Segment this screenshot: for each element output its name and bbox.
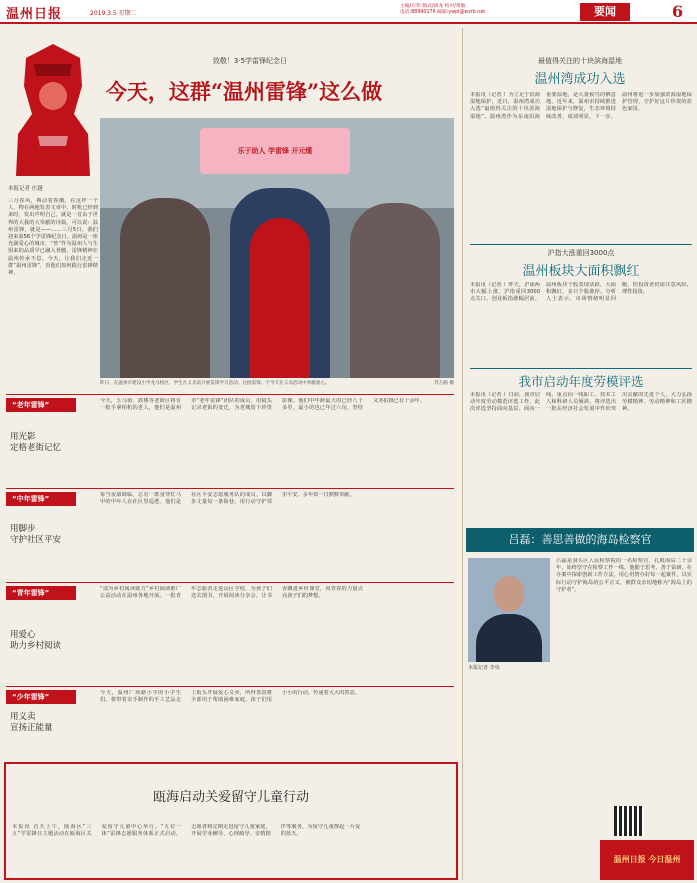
- feature-byline: 本报记者 庄越: [8, 186, 43, 192]
- section-title-line: 用光影: [10, 432, 36, 442]
- divider: [470, 368, 692, 369]
- section-badge: “少年雷锋”: [6, 690, 76, 704]
- page-number: 6: [672, 2, 684, 21]
- section-name: 要闻: [580, 3, 630, 21]
- stock-body: 本报讯（记者 ）昨天，沪深两市大幅上涨，沪指重回3000点关口，创业板指涨幅居前。温州板块个股表现活跃，大面积飘红，多只个股涨停。分析人士表示，市场情绪明显回暖，但投资者仍需注意风险，理性投资。: [470, 282, 692, 303]
- section-body: 今天，温州广场路小学的小学生们，将带着亲手制作的手工艺品走上街头开展爱心义卖，所得善款将全部用于帮助困难家庭。孩子们用小小的行动，传递着大大的善意。: [100, 690, 360, 704]
- prosecutor-byline: 本报记者 李央: [468, 665, 500, 671]
- divider: [470, 244, 692, 245]
- section-title: [10, 630, 90, 652]
- divider: [6, 394, 454, 395]
- section-badge: “青年雷锋”: [6, 586, 76, 600]
- stock-headline: 温州板块大面积飘红: [522, 264, 640, 279]
- section-body: 每当夜幕降临，总有一群身穿红马甲的中年人在社区里巡逻。他们是社区平安志愿服务队的成员，以脚步丈量每一条街巷，用行动守护邻里平安，多年如一日默默奉献。: [100, 492, 355, 506]
- credits-line-1: 主编/应伟 版式/胡龙 校对/黄敏: [400, 4, 466, 9]
- section-title: [10, 712, 90, 734]
- section-title-line: 助力乡村阅读: [10, 641, 62, 651]
- issue-date: 2019.3.5 星期二: [90, 10, 137, 17]
- prosecutor-body-a: 吕磊是洞头区人民检察院的一名检察官，扎根海岛二十余年，始终坚守在检察工作一线。他勤于思考、善于钻研，在办案中探索创新工作方法，用心用情办好每一起案件，以实际行动守护海岛的公平正义，被群众亲切地称为“海岛上的守护者”。: [556, 558, 692, 593]
- bottom-headline: 瓯海启动关爱留守儿童行动: [152, 790, 309, 805]
- banner-sign: 乐于助人 学雷锋 开元缆: [200, 128, 350, 174]
- feature-photo: [100, 118, 454, 378]
- divider: [6, 686, 454, 687]
- divider: [6, 488, 454, 489]
- masthead: 温州日报: [6, 7, 63, 22]
- section-title-line: 用爱心: [10, 630, 36, 640]
- column-divider: [462, 28, 463, 880]
- stock-kicker: 沪指大涨重回3000点: [547, 249, 615, 257]
- lei-feng-portrait-icon: [8, 36, 98, 186]
- section-badge: “老年雷锋”: [6, 398, 76, 412]
- credits-line-2: 电话:88990176 邮箱:ywpl@wzrb.net: [400, 10, 486, 16]
- divider: [6, 582, 454, 583]
- section-title-line: 宣扬正能量: [10, 723, 53, 733]
- qr-code-icon: [614, 806, 644, 836]
- section-title-line: 守护社区平安: [10, 535, 62, 545]
- wetland-kicker: 最值得关注的十块滨海湿地: [538, 57, 622, 65]
- section-title-line: 用义卖: [10, 712, 36, 722]
- prosecutor-photo: [468, 558, 550, 662]
- section-title-line: 用脚步: [10, 524, 36, 534]
- feature-intro: 三月春风，搏动着春潮。在这样一个人、物在两地发表文章中，时机已经到来时，发出声明自己，就是一首由于世界的大我的大奉献的诗篇，可以说：温州雷锋，就是——……三月5日，我们迎来第56个学雷锋纪念日。温州是一座充满爱心的城市，“善”作为温州人与生俱来的品质早已融入骨髓，雷锋精神在温州传承不息。今天，让我们走近一群“温州雷锋”，看他们如何践行雷锋精神。: [8, 198, 98, 277]
- section-badge: “中年雷锋”: [6, 492, 76, 506]
- section-title: [10, 432, 90, 454]
- photo-credit: 苏万路 摄: [434, 381, 454, 386]
- section-title: [10, 524, 90, 546]
- editor-credits: [400, 4, 485, 17]
- labor-body: 本报讯（记者 ）日前，我市启动年度劳动模范评选工作。此次评选坚持面向基层、面向一线，重点向一线职工、技术工人和科研人员倾斜，将评选出一批在经济社会发展中作出突出贡献的先进个人，大力弘扬劳模精神、劳动精神和工匠精神。: [470, 392, 692, 413]
- prosecutor-headline: 吕磊：善思善做的海岛检察官: [466, 528, 694, 552]
- wetland-headline: 温州湾成功入选: [534, 72, 626, 87]
- photo-caption-text: 昨日，在温州市建设小学龙马校区，学生在义卖前开展雷锋学习活动。这批雷锋，于今天在义卖活动中奉献爱心。: [100, 381, 330, 386]
- section-body: 今天，五马街、鼓楼等老街区将有一批手拿相机的老人，他们是温州市“老年雷锋”团队的成员，用镜头记录老街的变迁，为老城留下珍贵影像。他们中年龄最大的已经八十多岁，最小的也已年过六旬，坚持义务拍摄已有十余年。: [100, 398, 425, 412]
- feature-kicker: 致敬！3·5学雷锋纪念日: [212, 57, 288, 65]
- labor-headline: 我市启动年度劳模评选: [518, 374, 644, 389]
- mascot-ad-icon: 温州日报 今日温州: [600, 840, 694, 880]
- section-title-line: 定格老街记忆: [10, 443, 62, 453]
- bottom-body: 本报讯 首天上午，瓯海区“三五”学雷锋日主题活动在瓯海区关爱留守儿童中心举行。“五位一体”雷锋志愿服务体系正式启动，志愿者将定期走进留守儿童家庭，开展学业辅导、心理疏导、亲情陪伴等服务，为留守儿童撑起一片爱的蓝天。: [12, 824, 361, 838]
- section-body: “请为乡村阅读助力”乡村阅读推广公益活动在温州各地开展。一批青年志愿者走进山区学校，为孩子们送去图书，开展阅读分享会，让书香飘进乡村课堂，用青春的力量点亮孩子们的梦想。: [100, 586, 363, 600]
- feature-headline: 今天，这群“温州雷锋”这么做: [105, 79, 383, 104]
- wetland-body: 本报讯（记者 ）为立足于滨海湿地保护，近日，温州湾成功入选“最值得关注的十块滨海湿地”。温州湾作为东南沿海重要湿地，是大量候鸟的栖息地。近年来，温州市持续推进湿地保护与修复，生态环境持续改善，成效明显。下一步，温州将进一步加强滨海湿地保护管理，守护好这片珍贵的蓝色家园。: [470, 92, 692, 120]
- prosecutor-body-b: [468, 676, 692, 802]
